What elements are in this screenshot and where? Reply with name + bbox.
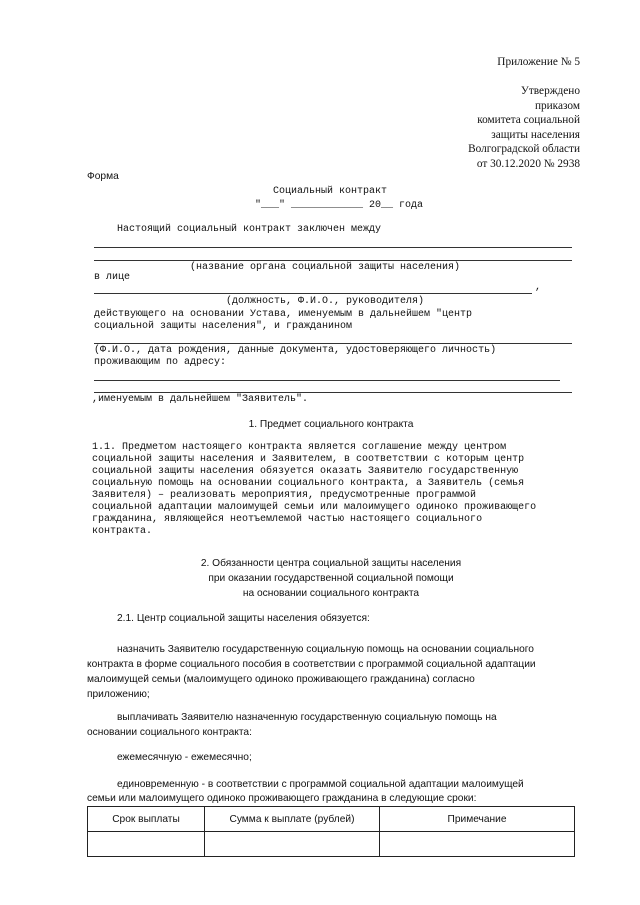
text-line: социальной защиты населения и Заявителем, в соответствии с которым центр — [92, 454, 525, 465]
paragraph-once — [87, 778, 524, 806]
text-line: приложению; — [87, 689, 150, 700]
org-caption: (название органа социальной защиты населения) — [190, 262, 461, 273]
table-cell[interactable] — [88, 832, 205, 857]
acting-text — [94, 309, 472, 333]
person-prefix: в лице — [94, 272, 131, 283]
approval-line: приказом — [534, 99, 580, 112]
approval-line: от 30.12.2020 № 2938 — [476, 157, 580, 170]
column-header: Сумма к выплате (рублей) — [205, 807, 380, 832]
section1-heading: 1. Предмет социального контракта — [248, 419, 414, 430]
text-line: социальной защиты населения", и гражданином — [94, 321, 353, 332]
contract-intro: Настоящий социальный контракт заключен между — [117, 224, 382, 235]
text-line: малоимущей семьи (малоимущего одиноко проживающего гражданина) согласно — [87, 674, 475, 685]
text-line: социальную помощь на основании социального контракта, а Заявитель (семья — [92, 478, 525, 489]
paragraph-pay — [87, 710, 497, 740]
text-line: проживающим по адресу: — [94, 357, 227, 368]
text-line: Заявителя) – реализовать мероприятия, предусмотренные программой — [92, 490, 477, 501]
paragraph-monthly: ежемесячную - ежемесячно; — [117, 752, 252, 763]
text-line: выплачивать Заявителю назначенную государственную социальную помощь на — [117, 712, 497, 723]
section1-text — [92, 442, 536, 538]
column-header: Примечание — [380, 807, 575, 832]
fill-line — [94, 380, 560, 381]
form-label: Форма — [87, 171, 119, 182]
approval-line: защиты населения — [491, 128, 580, 141]
heading-line: при оказании государственной социальной помощи — [208, 573, 454, 584]
text-line: социальной защиты населения обязуется оказать Заявителю государственную — [92, 466, 519, 477]
text-line: контракта. — [92, 526, 153, 537]
approval-line: комитета социальной — [477, 114, 580, 127]
table-cell[interactable] — [380, 832, 575, 857]
text-line: социальной адаптации малоимущей семьи или малоимущего одиноко проживающего — [92, 502, 537, 513]
approval-line: Волгоградской области — [468, 143, 580, 156]
text-line: семьи или малоимущего одиноко проживающего гражданина в следующие сроки: — [87, 793, 477, 804]
fill-line — [94, 392, 572, 393]
fill-line — [94, 247, 572, 248]
column-header: Срок выплаты — [88, 807, 205, 832]
hereinafter-text: ,именуемым в дальнейшем "Заявитель". — [92, 394, 309, 405]
appendix-label: Приложение № 5 — [497, 56, 580, 68]
heading-line: 2. Обязанности центра социальной защиты населения — [200, 558, 462, 569]
table-header-row — [88, 807, 575, 832]
section2-heading — [87, 556, 575, 601]
fill-line — [94, 343, 572, 344]
comma-mark: , — [535, 282, 542, 293]
payment-schedule-table — [87, 806, 575, 857]
fill-line — [94, 293, 532, 294]
text-line: контракта в форме социального пособия в соответствии с программой социальной адаптации — [87, 659, 536, 670]
text-line: 1.1. Предметом настоящего контракта является соглашение между центром — [92, 442, 507, 453]
text-line: основании социального контракта: — [87, 727, 252, 738]
text-line: назначить Заявителю государственную социальную помощь на основании социального — [117, 644, 534, 655]
person-caption: (должность, Ф.И.О., руководителя) — [226, 296, 425, 307]
section2-subheading: 2.1. Центр социальной защиты населения обязуется: — [117, 613, 370, 624]
text-line: гражданина, являющейся неотъемлемой частью настоящего социального — [92, 514, 483, 525]
heading-line: на основании социального контракта — [242, 588, 420, 599]
text-line: единовременную - в соответствии с программой социальной адаптации малоимущей — [117, 779, 524, 790]
text-line: (Ф.И.О., дата рождения, данные документа, удостоверяющего личность) — [94, 345, 497, 356]
contract-date-line: "___" ____________ 20__ года — [255, 200, 424, 211]
fill-line — [94, 260, 572, 261]
citizen-caption — [94, 345, 496, 369]
paragraph-assign — [87, 642, 536, 702]
approval-block — [468, 84, 580, 172]
table-row — [88, 832, 575, 857]
text-line: действующего на основании Устава, именуемым в дальнейшем "центр — [94, 309, 473, 320]
contract-title: Социальный контракт — [272, 186, 388, 197]
table-cell[interactable] — [205, 832, 380, 857]
approval-line: Утверждено — [520, 85, 580, 97]
